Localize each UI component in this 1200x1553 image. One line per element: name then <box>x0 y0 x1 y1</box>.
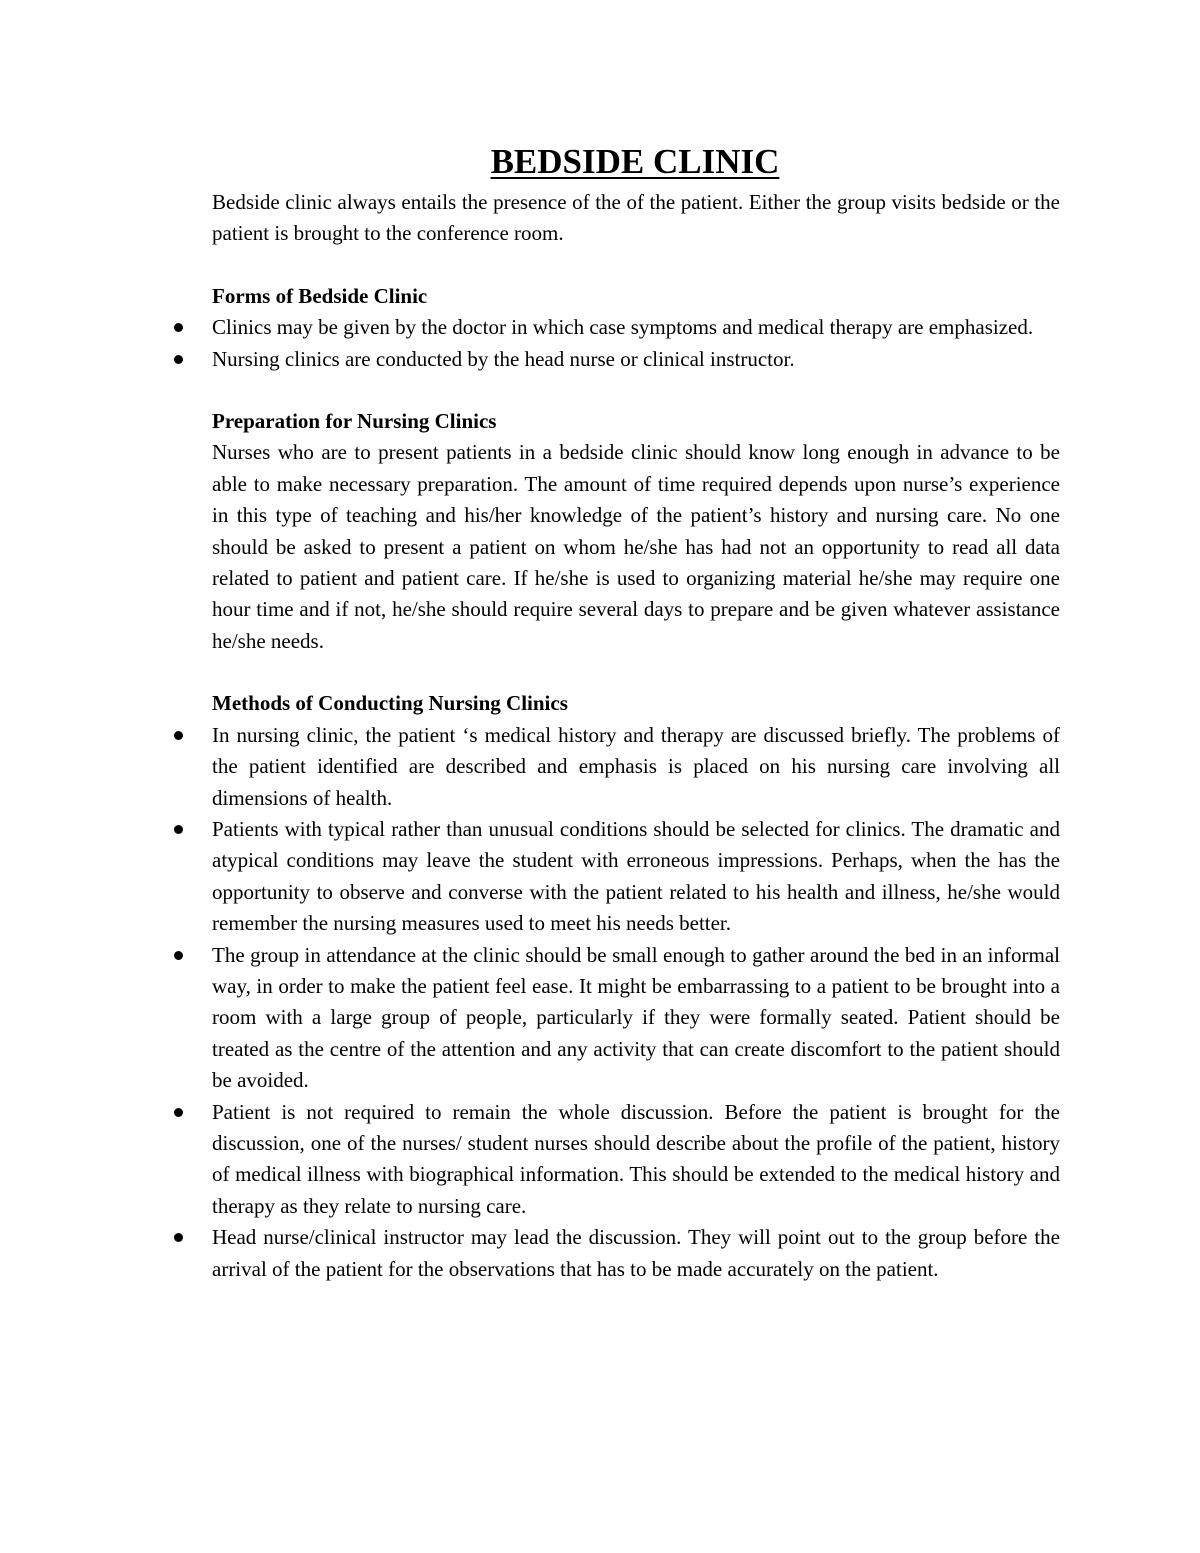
list-item <box>212 312 1060 343</box>
forms-bullet-list <box>212 312 1060 375</box>
list-item-text: Clinics may be given by the doctor in which case symptoms and medical therapy are emphasized. <box>212 315 1034 340</box>
intro-paragraph: Bedside clinic always entails the presence of the of the patient. Either the group visits bedside or the patient is brought to the conference room. <box>212 190 1060 246</box>
section-heading-preparation: Preparation for Nursing Clinics <box>212 409 497 434</box>
spacer <box>212 250 1060 281</box>
list-item <box>212 720 1060 814</box>
spacer <box>212 375 1060 406</box>
bullet-icon <box>174 1233 183 1242</box>
list-item <box>212 344 1060 375</box>
bullet-icon <box>174 355 183 364</box>
document-body <box>212 187 1060 1285</box>
list-item <box>212 814 1060 940</box>
bullet-icon <box>174 951 183 960</box>
list-item-text: In nursing clinic, the patient ‘s medical history and therapy are discussed briefly. The problems of the patient identified are described and emphasis is placed on his nursing care involving all dimensions of health. <box>212 722 1060 810</box>
list-item-text: Patients with typical rather than unusual conditions should be selected for clinics. The dramatic and atypical conditions may leave the student with erroneous impressions. Perhaps, when the has the opportunity to observe and converse with the patient related to his health and illness, he/she would remember the nursing measures used to meet his needs better. <box>212 816 1060 936</box>
bullet-icon <box>174 825 183 834</box>
spacer <box>212 657 1060 688</box>
section-heading-forms: Forms of Bedside Clinic <box>212 283 428 308</box>
bullet-icon <box>174 1108 183 1117</box>
list-item-text: Nursing clinics are conducted by the head nurse or clinical instructor. <box>212 346 795 371</box>
preparation-paragraph: Nurses who are to present patients in a bedside clinic should know long enough in advance to be able to make necessary preparation. The amount of time required depends upon nurse’s experience in this type of teaching and his/her knowledge of the patient’s history and nursing care. No one should be asked to present a patient on whom he/she has had not an opportunity to read all data related to patient and patient care. If he/she is used to organizing material he/she may require one hour time and if not, he/she should require several days to prepare and be given whatever assistance he/she needs. <box>212 440 1060 653</box>
section-heading-methods: Methods of Conducting Nursing Clinics <box>212 691 568 716</box>
list-item <box>212 1097 1060 1223</box>
methods-bullet-list <box>212 720 1060 1285</box>
list-item-text: Patient is not required to remain the whole discussion. Before the patient is brought for the discussion, one of the nurses/ student nurses should describe about the profile of the patient, history of medical illness with biographical information. This should be extended to the medical history and therapy as they relate to nursing care. <box>212 1099 1060 1218</box>
bullet-icon <box>174 323 183 332</box>
list-item <box>212 940 1060 1097</box>
list-item-text: The group in attendance at the clinic should be small enough to gather around the bed in an informal way, in order to make the patient feel ease. It might be embarrassing to a patient to be brought into a room with a large group of people, particularly if they were formally seated. Patient should be treated as the centre of the attention and any activity that can create discomfort to the patient should be avoided. <box>212 942 1060 1093</box>
page-title: BEDSIDE CLINIC <box>490 142 780 181</box>
list-item-text: Head nurse/clinical instructor may lead the discussion. They will point out to the group before the arrival of the patient for the observations that has to be made accurately on the patient. <box>212 1225 1060 1281</box>
bullet-icon <box>174 731 183 740</box>
list-item <box>212 1222 1060 1285</box>
